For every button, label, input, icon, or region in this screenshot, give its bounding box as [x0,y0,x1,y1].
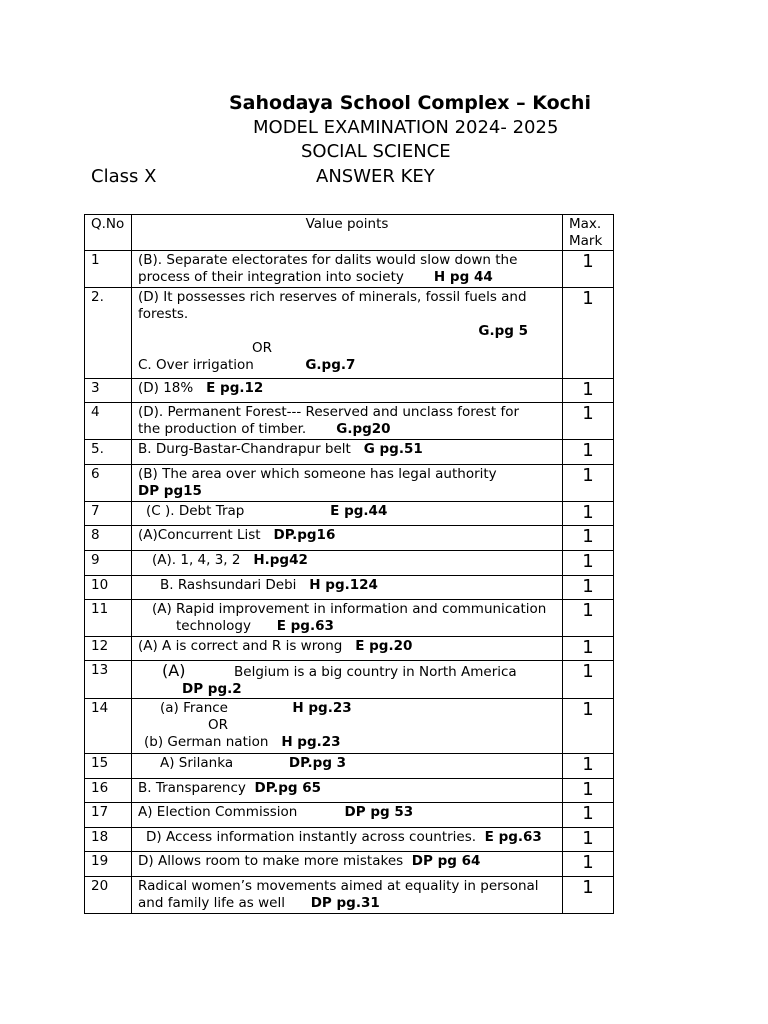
question-number: 10 [85,576,132,600]
value-point [132,699,563,754]
value-point [132,576,563,600]
value-point-line [138,618,556,635]
page-reference: DP pg.2 [182,681,242,697]
value-point [132,803,563,828]
value-point-text: Belgium is a big country in North America [234,664,517,680]
max-mark: 1 [563,576,614,600]
alternative-answer: C. Over irrigation [138,357,254,373]
alternative-answer: (b) German nation [144,734,269,750]
page-reference: G pg.51 [363,441,423,457]
table-row [85,699,614,754]
value-point-line [138,734,556,751]
max-mark: 1 [563,526,614,551]
max-mark: 1 [563,600,614,637]
value-point-text: (A)Concurrent List [138,527,261,543]
table-row [85,576,614,600]
value-point-line [138,527,556,544]
table-row [85,852,614,877]
or-separator: OR [208,717,229,733]
value-point-text: process of their integration into society [138,269,404,285]
subject-title: SOCIAL SCIENCE [301,141,451,162]
value-point [132,403,563,440]
value-point-text: (A). 1, 4, 3, 2 [152,552,241,568]
question-number: 1 [85,251,132,288]
question-number: 8 [85,526,132,551]
max-mark: 1 [563,699,614,754]
max-mark: 1 [563,877,614,914]
max-mark-header [563,215,614,251]
page-reference: DP.pg16 [273,527,336,543]
page-reference: E pg.20 [355,638,413,654]
value-point-line [138,269,556,286]
value-point-text: and family life as well [138,895,285,911]
value-point-line: (D) It possesses rich reserves of minerals, fossil fuels and [138,289,527,305]
table-header-row [85,215,614,251]
table-row [85,754,614,779]
value-points-header: Value points [132,215,563,251]
question-number: 16 [85,779,132,803]
question-number: 15 [85,754,132,779]
value-point-text: D) Allows room to make more mistakes [138,853,404,869]
table-row [85,502,614,526]
max-mark: 1 [563,852,614,877]
answer-key-table [84,214,614,914]
question-number: 17 [85,803,132,828]
value-point-text: the production of timber. [138,421,307,437]
question-number: 12 [85,637,132,661]
value-point-line [138,829,556,846]
question-number: 4 [85,403,132,440]
value-point-line: (D). Permanent Forest--- Reserved and unclass forest for [138,404,520,420]
max-mark-header-line1: Max. [569,216,602,232]
page-reference: DP pg.31 [310,895,380,911]
value-point-text: B. Durg-Bastar-Chandrapur belt [138,441,351,457]
max-mark: 1 [563,551,614,576]
value-point [132,637,563,661]
page-reference: E pg.44 [330,503,388,519]
question-number: 7 [85,502,132,526]
max-mark: 1 [563,379,614,403]
table-row [85,251,614,288]
value-point-line [138,503,556,520]
page-reference: G.pg 5 [478,323,528,339]
max-mark-header-line2: Mark [569,233,603,249]
table-row [85,440,614,465]
value-point-line [138,421,556,438]
value-point-line: Radical women’s movements aimed at equality in personal [138,878,539,894]
value-point [132,440,563,465]
school-name: Sahodaya School Complex – Kochi [229,92,591,114]
value-point-text: A) Srilanka [160,755,234,771]
table-row [85,600,614,637]
value-point [132,502,563,526]
question-number: 11 [85,600,132,637]
value-point-text: technology [176,618,251,634]
table-row [85,637,614,661]
value-point-line [138,755,556,772]
question-number: 13 [85,661,132,699]
value-point-line [138,380,556,397]
value-point [132,465,563,502]
value-point [132,600,563,637]
value-point-text: D) Access information instantly across countries. [146,829,477,845]
max-mark: 1 [563,403,614,440]
max-mark: 1 [563,754,614,779]
page-reference: DP pg 64 [411,853,481,869]
value-point-line [138,780,556,797]
max-mark: 1 [563,828,614,852]
value-point [132,251,563,288]
table-row [85,661,614,699]
page-reference: H pg 44 [433,269,493,285]
page-reference: H pg.23 [292,700,352,716]
page-reference: DP pg 53 [344,804,414,820]
page-reference: DP.pg 65 [254,780,322,796]
value-point-line [138,577,556,594]
table-row [85,403,614,440]
table-row [85,828,614,852]
max-mark: 1 [563,803,614,828]
value-point-text: B. Transparency [138,780,246,796]
question-number: 3 [85,379,132,403]
value-point-line: (B) The area over which someone has legal authority [138,466,497,482]
value-point-line [138,662,556,681]
value-point-text: A) Election Commission [138,804,298,820]
max-mark: 1 [563,661,614,699]
value-point-text: (A) A is correct and R is wrong [138,638,343,654]
exam-title: MODEL EXAMINATION 2024- 2025 [253,117,559,138]
question-number: 2. [85,288,132,379]
qno-header: Q.No [85,215,132,251]
question-number: 19 [85,852,132,877]
value-point [132,288,563,379]
question-number: 9 [85,551,132,576]
page-reference: DP pg15 [138,483,202,499]
value-point [132,661,563,699]
value-point-text: (a) France [160,700,228,716]
question-number: 18 [85,828,132,852]
question-number: 14 [85,699,132,754]
value-point-line: forests. [138,306,189,322]
value-point [132,551,563,576]
value-point [132,828,563,852]
question-number: 5. [85,440,132,465]
value-point-line [138,700,556,717]
value-point-text: B. Rashsundari Debi [160,577,297,593]
value-point-line: (A) Rapid improvement in information and communication [152,601,547,617]
page-reference: H pg.124 [309,577,378,593]
value-point [132,379,563,403]
max-mark: 1 [563,502,614,526]
value-point-line [138,895,556,912]
max-mark: 1 [563,440,614,465]
value-point [132,877,563,914]
value-point-line [138,804,556,821]
value-point-line [138,441,556,458]
table-row [85,877,614,914]
table-row [85,803,614,828]
value-point-line [138,853,556,870]
max-mark: 1 [563,637,614,661]
question-number: 20 [85,877,132,914]
value-point-text: (C ). Debt Trap [146,503,245,519]
class-label: Class X [91,166,157,187]
page-reference: H.pg42 [253,552,308,568]
value-point [132,526,563,551]
page-reference: G.pg20 [336,421,391,437]
option-label: (A) [162,661,186,680]
or-separator: OR [252,340,273,356]
value-point [132,754,563,779]
max-mark: 1 [563,465,614,502]
alternative-page-reference: H pg.23 [281,734,341,750]
alternative-page-reference: G.pg.7 [305,357,356,373]
value-point-text: (D) 18% [138,380,194,396]
table-row [85,288,614,379]
max-mark: 1 [563,251,614,288]
table-row [85,551,614,576]
page-reference: E pg.63 [276,618,334,634]
document-title: ANSWER KEY [316,166,435,187]
value-point [132,852,563,877]
page-reference: E pg.12 [206,380,264,396]
max-mark: 1 [563,779,614,803]
value-point-line: (B). Separate electorates for dalits would slow down the [138,252,518,268]
max-mark: 1 [563,288,614,379]
question-number: 6 [85,465,132,502]
table-row [85,526,614,551]
value-point-line [138,357,556,374]
value-point-line [138,552,556,569]
value-point-line [138,638,556,655]
table-row [85,379,614,403]
value-point [132,779,563,803]
page-reference: E pg.63 [484,829,542,845]
page-reference: DP.pg 3 [288,755,347,771]
table-row [85,779,614,803]
table-row [85,465,614,502]
